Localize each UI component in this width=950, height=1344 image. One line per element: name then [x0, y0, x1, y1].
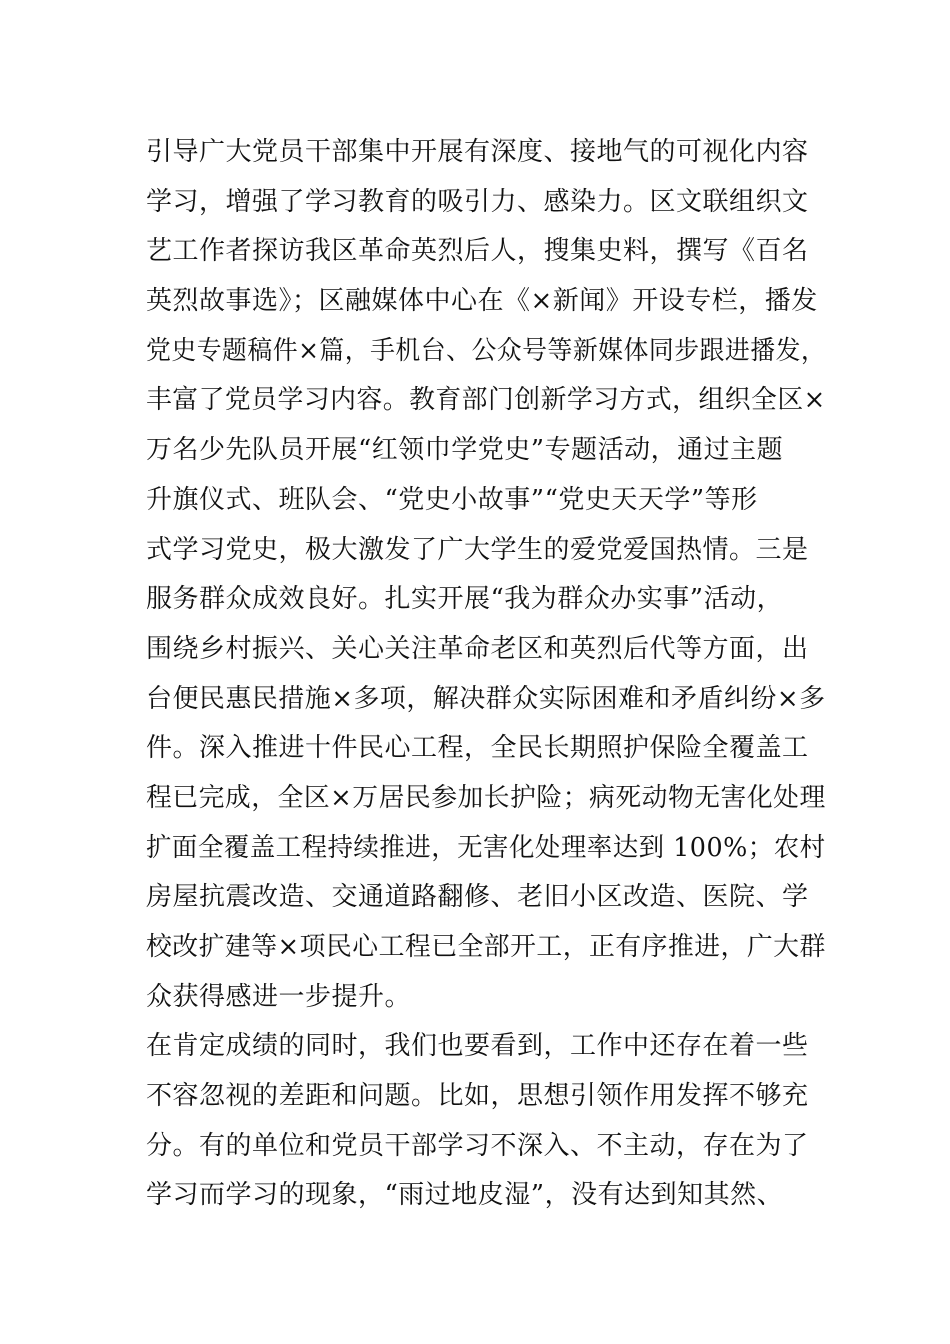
text-line: 件。深入推进十件民心工程，全民长期照护保险全覆盖工: [146, 733, 809, 764]
body-text: [146, 128, 826, 1221]
text-line: 英烈故事选》；区融媒体中心在《×新闻》开设专栏，播发: [146, 286, 818, 317]
text-line: 台便民惠民措施×多项，解决群众实际困难和矛盾纠纷×多: [146, 683, 826, 714]
text-line: 党史专题稿件×篇，手机台、公众号等新媒体同步跟进播发，: [146, 335, 827, 366]
text-line: 不容忽视的差距和问题。比如，思想引领作用发挥不够充: [146, 1081, 809, 1112]
text-line: 程已完成，全区×万居民参加长护险；病死动物无害化处理: [146, 782, 826, 813]
text-line: 在肯定成绩的同时，我们也要看到，工作中还存在着一些: [146, 1031, 809, 1062]
text-line: 学习，增强了学习教育的吸引力、感染力。区文联组织文: [146, 186, 809, 217]
text-line: 升旗仪式、班队会、“党史小故事”“党史天天学”等形: [146, 484, 758, 515]
text-line: 学习而学习的现象，“雨过地皮湿”，没有达到知其然、: [146, 1180, 784, 1211]
text-line: 丰富了党员学习内容。教育部门创新学习方式，组织全区×: [146, 385, 826, 416]
text-line: 万名少先队员开展“红领巾学党史”专题活动，通过主题: [146, 435, 784, 466]
text-line: 服务群众成效良好。扎实开展“我为群众办实事”活动，: [146, 584, 784, 615]
text-line: 分。有的单位和党员干部学习不深入、不主动，存在为了: [146, 1130, 809, 1161]
text-line: 式学习党史，极大激发了广大学生的爱党爱国热情。三是: [146, 534, 809, 565]
text-line: 校改扩建等×项民心工程已全部开工，正有序推进，广大群: [146, 932, 826, 962]
text-line: 引导广大党员干部集中开展有深度、接地气的可视化内容: [146, 137, 809, 167]
text-line: 艺工作者探访我区革命英烈后人，搜集史料，撰写《百名: [146, 236, 809, 267]
text-line: 房屋抗震改造、交通道路翻修、老旧小区改造、医院、学: [146, 882, 809, 913]
text-line: 扩面全覆盖工程持续推进，无害化处理率达到 100%；农村: [146, 832, 826, 863]
text-line: 众获得感进一步提升。: [146, 981, 412, 1012]
text-line: 围绕乡村振兴、关心关注革命老区和英烈后代等方面，出: [146, 633, 809, 664]
